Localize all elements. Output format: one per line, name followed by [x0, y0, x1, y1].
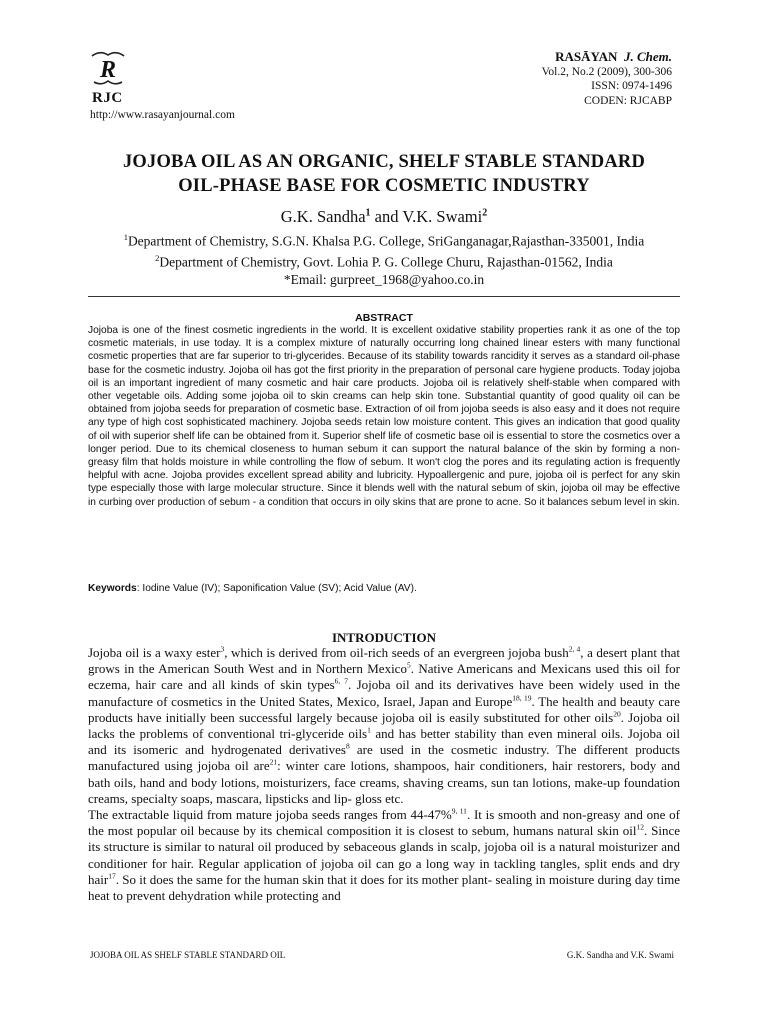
- text-run: are used in the cosmetic industry. The different products manufactured using jojoba oil are: [88, 742, 680, 774]
- journal-abbrev: RJC: [92, 90, 123, 106]
- citation-ref: 20: [613, 709, 621, 719]
- paper-title: [60, 150, 708, 198]
- citation-ref: 8: [345, 741, 350, 751]
- corresponding-email[interactable]: *Email: gurpreet_1968@yahoo.co.in: [283, 272, 485, 287]
- journal-volume: Vol.2, No.2 (2009), 300-306: [541, 65, 672, 78]
- affiliation-1-marker: 1: [123, 232, 128, 242]
- citation-ref: 17: [108, 871, 116, 881]
- citation-ref: 5: [406, 660, 411, 670]
- affiliation-2: [60, 250, 708, 271]
- keywords-text: : Iodine Value (IV); Saponification Value (SV); Acid Value (AV).: [136, 583, 417, 594]
- text-run: , which is derived from oil-rich seeds of an evergreen jojoba bush: [224, 645, 569, 660]
- abstract-body: Jojoba is one of the finest cosmetic ingredients in the world. It is excellent oxidative stability properties rank it as one of the top cosmetic materials, in use today. It is a complex mixture of naturally occurring long chained linear esters with many functional cosmetic properties that are far superior to tri-glycerides. Because of its stability towards rancidity it serves as a standard oil-phase base for the cosmetic industry. Jojoba oil has got the first priority in the preparation of personal care hygiene products. Today jojoba oil is an important ingredient of many cosmetic and hair care products. Jojoba oil is relatively shelf-stable when compared with other vegetable oils. Adding some jojoba oil to skin creams can help skin tone. Substantial quantity of good quality oil can be obtained from jojoba seeds for preparation of cosmetic base. Extraction of oil from jojoba seeds is also easy and it does not require any type of high cost sophisticated machinery. Jojoba seeds retain low moisture content. This gives an indication that good quality of oil with superior shelf life can be obtained from it. Superior shelf life of cosmetic base oil is essential to store the cosmetics over a longer period. Due to its chemical closeness to human sebum it can support the natural balance of the skin by forming a non-greasy film that holds moisture in while controlling the flow of sebum. It won't clog the pores and its regulating action is frequently helpful with acne. Jojoba provides excellent spread ability and lubricity. Hypoallergenic and pure, jojoba oil is perfect for any skin type especially those with large molecular structure. Since it blends well with the natural sebum of skin, jojoba oil may be effective in curbing over production of sebum - a condition that occurs in oily skins that are prone to acne. So it balances sebum level in skin.: [88, 325, 680, 508]
- text-run: . Jojoba oil lacks the problems of conventional tri-glyceride oils: [88, 709, 680, 742]
- citation-ref: 21: [269, 758, 278, 768]
- citation-ref: 9, 11: [451, 806, 467, 816]
- logo-emblem-icon: [88, 48, 128, 88]
- text-run: . It is smooth and non-greasy and one of the most popular oil because by its chemical composition it is closest to sebum, humans natural skin oil: [88, 807, 680, 839]
- affiliations: [60, 229, 708, 289]
- running-authors: G.K. Sandha and V.K. Swami: [566, 950, 674, 960]
- journal-logo: [88, 48, 128, 88]
- citation-ref: 1: [367, 725, 371, 735]
- author-1: G.K. Sandha: [280, 207, 366, 226]
- citation-ref: 6, 7: [334, 677, 348, 687]
- author-1-affil: 1: [365, 207, 371, 219]
- text-run: . Since its structure is similar to natural oil produced by sebaceous glands in scalp, jojoba oil is a natural moisturizer and conditioner for hair. Regular application of jojoba oil can go a long way in tackling tangles, split ends and dry hair: [88, 823, 680, 887]
- affiliation-2-marker: 2: [155, 253, 160, 263]
- journal-url[interactable]: http://www.rasayanjournal.com: [90, 109, 235, 121]
- keywords: [88, 583, 680, 594]
- running-title: JOJOBA OIL AS SHELF STABLE STANDARD OIL: [90, 950, 286, 960]
- author-conjunction: and: [370, 207, 403, 226]
- citation-ref: 18, 19: [512, 693, 532, 703]
- journal-coden: CODEN: RJCABP: [584, 94, 672, 107]
- paper-title-line-1: JOJOBA OIL AS AN ORGANIC, SHELF STABLE STANDARD: [122, 152, 646, 172]
- journal-info: [542, 50, 672, 108]
- header-divider: [88, 296, 680, 297]
- affiliation-1-text: Department of Chemistry, S.G.N. Khalsa P.G. College, SriGanganagar,Rajasthan-335001, India: [127, 233, 645, 249]
- text-run: Jojoba oil is a waxy ester: [88, 645, 221, 660]
- introduction-body: [88, 645, 680, 904]
- citation-ref: 3: [220, 644, 225, 654]
- keywords-label: Keywords: [88, 583, 137, 594]
- author-list: [60, 207, 708, 227]
- journal-name: [542, 50, 672, 65]
- logo-letter: R: [99, 57, 117, 83]
- text-run: . Native Americans and Mexicans used this oil for eczema, hair care and all kinds of skin types: [88, 661, 680, 693]
- citation-ref: 2, 4: [568, 644, 581, 654]
- journal-issn: ISSN: 0974-1496: [591, 80, 672, 92]
- text-run: . The health and beauty care products have initially been successful largely because jojoba oil is easily substituted for other oils: [88, 693, 680, 725]
- text-run: The extractable liquid from mature jojoba seeds ranges from 44-47%: [88, 807, 452, 823]
- paper-title-line-2: OIL-PHASE BASE FOR COSMETIC INDUSTRY: [178, 176, 590, 196]
- journal-name-main: RASĀYAN: [555, 49, 618, 64]
- affiliation-1: [60, 229, 708, 250]
- affiliation-2-text: Department of Chemistry, Govt. Lohia P. G. College Churu, Rajasthan-01562, India: [159, 254, 613, 270]
- introduction-paragraph-2: [88, 807, 680, 904]
- introduction-heading: INTRODUCTION: [331, 630, 436, 645]
- introduction-paragraph-1: [88, 645, 680, 807]
- journal-name-suffix: J. Chem.: [623, 49, 672, 64]
- text-run: and has better stability than even mineral oils. Jojoba oil and its isomeric and hydrogenated derivatives: [88, 726, 681, 758]
- citation-ref: 12: [636, 822, 644, 832]
- author-2-affil: 2: [482, 207, 488, 219]
- text-run: . Jojoba oil and its derivatives have been widely used in the manufacture of cosmetics in the United States, Mexico, Israel, Japan and Europe: [88, 677, 681, 709]
- text-run: . So it does the same for the human skin that it does for its mother plant- sealing in moisture during day time heat to prevent dehydration while protecting and: [88, 871, 680, 904]
- text-run: : winter care lotions, shampoos, hair conditioners, hair restorers, body and bath oils, hand and body lotions, moisturizers, face creams, shaving creams, sun tan lotions, make-up foundation creams, specialty soaps, mascara, lipsticks and lip- gloss etc.: [88, 758, 680, 806]
- text-run: , a desert plant that grows in the American South West and in Northern Mexico: [88, 645, 680, 677]
- abstract-heading: ABSTRACT: [355, 312, 413, 324]
- author-2: V.K. Swami: [402, 207, 483, 226]
